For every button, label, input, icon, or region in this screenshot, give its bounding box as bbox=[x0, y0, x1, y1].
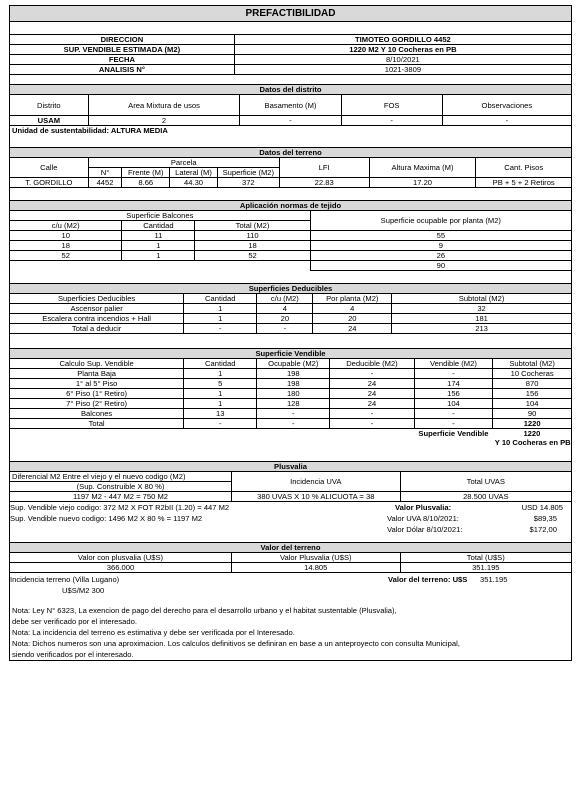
col-header: Calle bbox=[10, 158, 89, 178]
info-value: 8/10/2021 bbox=[234, 55, 571, 65]
spacer bbox=[9, 188, 572, 200]
col-header: Por planta (M2) bbox=[313, 294, 392, 304]
table-cell: 156 bbox=[414, 389, 493, 399]
table-cell: 1 bbox=[184, 304, 257, 314]
col-header: Superficie ocupable por planta (M2) bbox=[310, 211, 571, 231]
table-cell: 17.20 bbox=[369, 178, 476, 188]
table-cell: 32 bbox=[392, 304, 572, 314]
table-cell: Planta Baja bbox=[10, 369, 184, 379]
col-header: Lateral (M) bbox=[170, 168, 218, 178]
col-header: Basamento (M) bbox=[240, 95, 341, 116]
col-header: Vendible (M2) bbox=[414, 359, 493, 369]
table-cell: 11 bbox=[122, 231, 195, 241]
table-cell: 24 bbox=[330, 399, 414, 409]
table-cell: 104 bbox=[414, 399, 493, 409]
info-value: TIMOTEO GORDILLO 4452 bbox=[234, 35, 571, 45]
col-header: Cantidad bbox=[184, 359, 257, 369]
col-header: Cantidad bbox=[184, 294, 257, 304]
table-row bbox=[10, 241, 572, 251]
table-cell: - bbox=[414, 419, 493, 429]
incidencia-value: U$S/M2 300 bbox=[62, 586, 105, 595]
table-cell: Total a deducir bbox=[10, 324, 184, 334]
col-header: Superficies Deducibles bbox=[10, 294, 184, 304]
table-cell: 1° al 5° Piso bbox=[10, 379, 184, 389]
sv-label: Superficie Vendible bbox=[418, 429, 489, 438]
table-cell: 198 bbox=[257, 379, 330, 389]
table-cell: 2 bbox=[88, 116, 240, 126]
section-title: Valor del terreno bbox=[10, 543, 572, 553]
table-cell: - bbox=[257, 324, 313, 334]
table-row bbox=[10, 251, 572, 261]
table-cell: - bbox=[257, 419, 330, 429]
col-header: LFI bbox=[279, 158, 369, 178]
section-title: Superficies Deducibles bbox=[10, 284, 572, 294]
table-cell: PB + 5 + 2 Retiros bbox=[476, 178, 572, 188]
table-cell: 18 bbox=[195, 241, 310, 251]
table-cell: Balcones bbox=[10, 409, 184, 419]
section-title: Datos del terreno bbox=[10, 148, 572, 158]
table-cell: 4 bbox=[313, 304, 392, 314]
table-row bbox=[10, 231, 572, 241]
plusvalia-label: Valor Plusvalia: bbox=[395, 503, 452, 512]
table-row bbox=[10, 409, 572, 419]
table-cell: - bbox=[240, 116, 341, 126]
section-title: Aplicación normas de tejido bbox=[10, 201, 572, 211]
table-cell: 24 bbox=[330, 379, 414, 389]
table-row bbox=[10, 304, 572, 314]
table-cell: 1 bbox=[184, 389, 257, 399]
table-cell: 198 bbox=[257, 369, 330, 379]
spacer bbox=[9, 22, 572, 34]
spacer bbox=[9, 271, 572, 283]
table-cell: 380 UVAS X 10 % ALICUOTA = 38 bbox=[231, 492, 400, 502]
table-cell: 55 bbox=[310, 231, 571, 241]
info-value: 1021-3809 bbox=[234, 65, 571, 75]
col-header: Superficie (M2) bbox=[217, 168, 279, 178]
table-cell: - bbox=[414, 409, 493, 419]
table-cell: 1220 bbox=[493, 419, 572, 429]
info-label: FECHA bbox=[10, 55, 235, 65]
table-row bbox=[10, 492, 572, 502]
col-header: (Sup. Construible X 80 %) bbox=[10, 482, 232, 492]
table-cell: 24 bbox=[330, 389, 414, 399]
tejido-table bbox=[9, 200, 572, 271]
plusvalia-text: Sup. Vendible viejo codigo: 372 M2 X FOT R2bII (1.20) = 447 M2 bbox=[10, 503, 230, 512]
table-cell: 4 bbox=[257, 304, 313, 314]
table-cell: 351.195 bbox=[400, 563, 571, 573]
table-cell: 4452 bbox=[88, 178, 122, 188]
table-cell: - bbox=[330, 409, 414, 419]
col-header: FOS bbox=[341, 95, 442, 116]
table-cell: - bbox=[442, 116, 571, 126]
table-cell: 1 bbox=[184, 369, 257, 379]
col-header: Cant. Pisos bbox=[476, 158, 572, 178]
incidencia-label: Incidencia terreno (Villa Lugano) bbox=[10, 575, 120, 584]
table-row bbox=[10, 419, 572, 429]
table-cell: 1 bbox=[122, 251, 195, 261]
table-cell: 181 bbox=[392, 314, 572, 324]
section-title: Datos del distrito bbox=[10, 85, 572, 95]
valor-terreno-value: 351.195 bbox=[480, 575, 508, 584]
col-header: Parcela bbox=[88, 158, 279, 168]
info-label: ANALISIS N° bbox=[10, 65, 235, 75]
table-cell: 52 bbox=[195, 251, 310, 261]
table-cell: 1 bbox=[122, 241, 195, 251]
prefactibilidad-document bbox=[9, 5, 572, 661]
info-table bbox=[9, 34, 572, 75]
col-header: Distrito bbox=[10, 95, 89, 116]
col-header: Area Mixtura de usos bbox=[88, 95, 240, 116]
ocupable-total: 90 bbox=[310, 261, 571, 271]
col-header: Subtotal (M2) bbox=[392, 294, 572, 304]
table-cell: 870 bbox=[493, 379, 572, 389]
table-row bbox=[10, 314, 572, 324]
col-header: Calculo Sup. Vendible bbox=[10, 359, 184, 369]
note-aproximacion: Nota: Dichos numeros son una aproximacion. Los calculos definitivos se definiran en base a un anteproyecto con consulta Municipal, siendo verificados por el interesado. bbox=[9, 638, 572, 661]
table-row bbox=[10, 324, 572, 334]
col-header: Incidencia UVA bbox=[231, 472, 400, 492]
distrito-note: Unidad de sustentabilidad: ALTURA MEDIA bbox=[10, 126, 572, 136]
plusvalia-value: USD 14.805 bbox=[521, 503, 563, 512]
col-header: Ocupable (M2) bbox=[257, 359, 330, 369]
table-cell: 52 bbox=[10, 251, 122, 261]
table-cell: - bbox=[341, 116, 442, 126]
table-cell: 26 bbox=[310, 251, 571, 261]
section-title: Superficie Vendible bbox=[10, 349, 572, 359]
table-row bbox=[10, 369, 572, 379]
table-row bbox=[10, 379, 572, 389]
blank-cell bbox=[10, 429, 415, 439]
spacer bbox=[9, 447, 572, 461]
sv-value: 1220 bbox=[493, 429, 572, 439]
table-cell: 10 bbox=[10, 231, 122, 241]
table-cell: USAM bbox=[10, 116, 89, 126]
valor-terreno-label: Valor del terreno: U$S bbox=[388, 575, 468, 584]
table-cell: 8.66 bbox=[122, 178, 170, 188]
info-label: SUP. VENDIBLE ESTIMADA (M2) bbox=[10, 45, 235, 55]
plusvalia-table bbox=[9, 461, 572, 502]
table-cell: 156 bbox=[493, 389, 572, 399]
col-header: Deducible (M2) bbox=[330, 359, 414, 369]
col-header: Altura Maxima (M) bbox=[369, 158, 476, 178]
table-cell: - bbox=[414, 369, 493, 379]
col-header: c/u (M2) bbox=[10, 221, 122, 231]
table-cell: 20 bbox=[313, 314, 392, 324]
distrito-table bbox=[9, 84, 572, 135]
table-cell: Total bbox=[10, 419, 184, 429]
deducibles-table bbox=[9, 283, 572, 334]
col-header: Total UVAS bbox=[400, 472, 571, 492]
table-cell: 10 Cocheras bbox=[493, 369, 572, 379]
table-cell: 366.000 bbox=[10, 563, 232, 573]
col-header: Frente (M) bbox=[122, 168, 170, 178]
title-table bbox=[9, 5, 572, 22]
col-header: Subtotal (M2) bbox=[493, 359, 572, 369]
col-header: Valor con plusvalia (U$S) bbox=[10, 553, 232, 563]
plusvalia-value: $172,00 bbox=[529, 525, 557, 534]
table-cell: 1 bbox=[184, 314, 257, 324]
table-cell: 13 bbox=[184, 409, 257, 419]
table-row bbox=[10, 399, 572, 409]
col-header: Observaciones bbox=[442, 95, 571, 116]
table-cell: 372 bbox=[217, 178, 279, 188]
valor-terreno-details bbox=[9, 573, 572, 603]
table-cell: 1197 M2 - 447 M2 = 750 M2 bbox=[10, 492, 232, 502]
note-incidencia: Nota: La incidencia del terreno es estimativa y debe ser verificada por el Interesado. bbox=[9, 627, 572, 638]
table-cell: 9 bbox=[310, 241, 571, 251]
table-cell: - bbox=[257, 409, 330, 419]
plusvalia-label: Valor UVA 8/10/2021: bbox=[387, 514, 459, 523]
vendible-table bbox=[9, 348, 572, 447]
table-cell: 104 bbox=[493, 399, 572, 409]
table-cell: Escalera contra incendios + Hall bbox=[10, 314, 184, 324]
table-cell: - bbox=[330, 369, 414, 379]
table-cell: 128 bbox=[257, 399, 330, 409]
table-cell: - bbox=[184, 419, 257, 429]
col-header: Total (U$S) bbox=[400, 553, 571, 563]
table-cell: 213 bbox=[392, 324, 572, 334]
table-cell: 44.30 bbox=[170, 178, 218, 188]
col-header: Diferencial M2 Entre el viejo y el nuevo codigo (M2) bbox=[10, 472, 232, 482]
spacer bbox=[9, 75, 572, 84]
table-cell: 174 bbox=[414, 379, 493, 389]
table-cell: 1 bbox=[184, 399, 257, 409]
table-cell: Ascensor palier bbox=[10, 304, 184, 314]
table-cell: 110 bbox=[195, 231, 310, 241]
info-label: DIRECCION bbox=[10, 35, 235, 45]
col-header: Total (M2) bbox=[195, 221, 310, 231]
table-row bbox=[10, 389, 572, 399]
note-plusvalia: Nota: Ley N° 6323, La exencion de pago del derecho para el desarrollo urbano y el habitat sustentable (Plusvalia), debe ser verificado por el interesado. bbox=[9, 603, 572, 627]
plusvalia-text: Sup. Vendible nuevo codigo: 1496 M2 X 80 % = 1197 M2 bbox=[10, 514, 203, 523]
plusvalia-label: Valor Dólar 8/10/2021: bbox=[387, 525, 463, 534]
table-cell: - bbox=[330, 419, 414, 429]
table-cell: 18 bbox=[10, 241, 122, 251]
col-header: Valor Plusvalia (U$S) bbox=[231, 553, 400, 563]
plusvalia-details bbox=[9, 502, 572, 536]
terreno-table bbox=[9, 147, 572, 188]
table-row bbox=[10, 563, 572, 573]
table-cell: 20 bbox=[257, 314, 313, 324]
info-value: 1220 M2 Y 10 Cocheras en PB bbox=[234, 45, 571, 55]
table-cell: - bbox=[184, 324, 257, 334]
table-cell: 28.500 UVAS bbox=[400, 492, 571, 502]
col-header: Superficie Balcones bbox=[10, 211, 311, 221]
col-header: c/u (M2) bbox=[257, 294, 313, 304]
table-cell: 5 bbox=[184, 379, 257, 389]
section-title: Plusvalia bbox=[10, 462, 572, 472]
table-cell: 14.805 bbox=[231, 563, 400, 573]
valor-terreno-table bbox=[9, 542, 572, 573]
blank-cell bbox=[10, 438, 493, 447]
col-header: Cantidad bbox=[122, 221, 195, 231]
sv-extra: Y 10 Cocheras en PB bbox=[494, 438, 571, 447]
table-cell: 22.83 bbox=[279, 178, 369, 188]
blank-cell bbox=[10, 261, 311, 271]
spacer bbox=[9, 334, 572, 348]
table-cell: 90 bbox=[493, 409, 572, 419]
col-header: N° bbox=[88, 168, 122, 178]
table-cell: 24 bbox=[313, 324, 392, 334]
plusvalia-value: $89,35 bbox=[533, 514, 557, 523]
table-cell: 6° Piso (1° Retiro) bbox=[10, 389, 184, 399]
document-title: PREFACTIBILIDAD bbox=[10, 6, 572, 22]
table-cell: T. GORDILLO bbox=[10, 178, 89, 188]
spacer bbox=[9, 135, 572, 147]
table-cell: 7° Piso (2° Retiro) bbox=[10, 399, 184, 409]
table-cell: 180 bbox=[257, 389, 330, 399]
